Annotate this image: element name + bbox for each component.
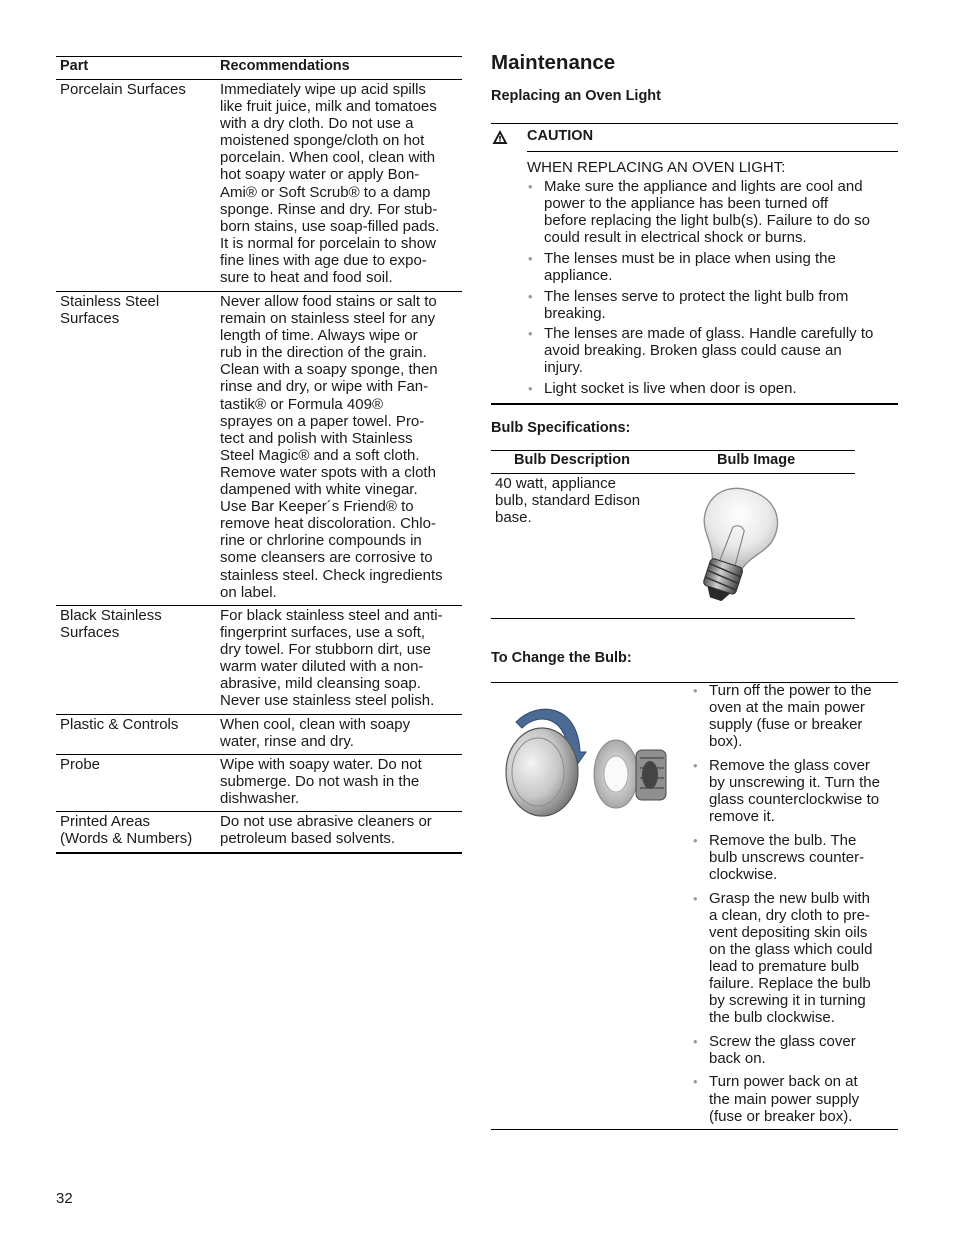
recommendation-line: Remove water spots with a cloth <box>220 463 436 481</box>
recommendation-line: rine or chrlorine compounds in <box>220 532 422 550</box>
recommendation-line: length of time. Always wipe or <box>220 327 418 345</box>
table-row <box>56 292 462 606</box>
recommendation-line: petroleum based solvents. <box>220 830 396 848</box>
change-step <box>692 1033 906 1067</box>
recommendation-line: sure to heat and food soil. <box>220 269 393 287</box>
change-step-line: the main power supply <box>709 1090 860 1108</box>
header-bulb-description: Bulb Description <box>514 452 631 468</box>
change-step-line: by unscrewing it. Turn the <box>709 773 880 791</box>
recommendation-cell <box>220 716 460 750</box>
change-step-line: vent depositing skin oils <box>709 923 868 941</box>
recommendation-line: sprayes on a paper towel. Pro- <box>220 412 425 430</box>
caution-item-line: power to the appliance has been turned off <box>544 195 829 213</box>
light-bulb-image <box>681 482 785 610</box>
recommendation-line: some cleansers are corrosive to <box>220 549 433 567</box>
part-line: Plastic & Controls <box>60 716 179 733</box>
recommendation-line: Clean with a soapy sponge, then <box>220 361 438 379</box>
warning-triangle-icon <box>492 129 508 145</box>
bulb-description-line: 40 watt, appliance <box>495 475 616 492</box>
change-step <box>692 682 906 750</box>
caution-intro: WHEN REPLACING AN OVEN LIGHT: <box>527 159 786 176</box>
header-recommendations: Recommendations <box>220 58 350 74</box>
bulb-table-row <box>491 474 855 619</box>
recommendation-line: remain on stainless steel for any <box>220 310 436 328</box>
recommendation-line: remove heat discoloration. Chlo- <box>220 515 436 533</box>
change-step-line: • Turn power back on at <box>709 1073 858 1091</box>
caution-bottom-rule <box>491 403 898 405</box>
recommendation-line: abrasive, mild cleansing soap. <box>220 675 421 693</box>
change-step-line: bulb unscrews counter- <box>709 848 865 866</box>
recommendation-cell <box>220 293 460 601</box>
cleaning-table-header <box>56 56 462 80</box>
recommendation-line: fingerprint surfaces, use a soft, <box>220 624 426 642</box>
caution-item <box>527 178 902 246</box>
part-line: Surfaces <box>60 624 120 642</box>
caution-label: CAUTION <box>527 128 594 144</box>
part-cell <box>60 716 216 733</box>
table-row <box>56 755 462 812</box>
change-step <box>692 1073 906 1124</box>
change-step-line: oven at the main power <box>709 699 865 717</box>
recommendation-line: submerge. Do not wash in the <box>220 773 420 791</box>
caution-item-line: • The lenses serve to protect the light bulb from <box>544 287 849 305</box>
change-step-line: • Grasp the new bulb with <box>709 889 870 907</box>
cleaning-table-body <box>56 80 462 854</box>
change-step <box>692 890 906 1027</box>
table-row <box>56 80 462 292</box>
recommendation-line: Immediately wipe up acid spills <box>220 81 426 98</box>
header-bulb-image: Bulb Image <box>717 452 796 468</box>
recommendation-line: rub in the direction of the grain. <box>220 344 427 362</box>
caution-item <box>527 380 902 397</box>
recommendation-line: Do not use abrasive cleaners or <box>220 813 432 830</box>
recommendation-line: When cool, clean with soapy <box>220 716 411 733</box>
recommendation-line: with a dry cloth. Do not use a <box>220 115 414 133</box>
part-line: (Words & Numbers) <box>60 830 193 848</box>
recommendation-line: stainless steel. Check ingredients <box>220 566 443 584</box>
change-step-line: • Screw the glass cover <box>709 1032 856 1050</box>
caution-list <box>527 178 902 401</box>
change-step-line: on the glass which could <box>709 940 873 958</box>
change-step <box>692 832 906 883</box>
recommendation-line: It is normal for porcelain to show <box>220 234 436 252</box>
part-line: Probe <box>60 756 101 773</box>
part-line: Printed Areas <box>60 813 151 830</box>
change-step-line: the bulb clockwise. <box>709 1009 835 1027</box>
change-step-line: lead to premature bulb <box>709 957 860 975</box>
part-line: Porcelain Surfaces <box>60 81 186 98</box>
glass-cover-removal-image <box>498 698 680 838</box>
page-number: 32 <box>56 1190 73 1207</box>
caution-item-line: • Light socket is live when door is open. <box>544 380 797 398</box>
caution-item-line: • The lenses must be in place when using the <box>544 249 836 267</box>
change-bulb-title: To Change the Bulb: <box>491 650 632 666</box>
change-step-line: remove it. <box>709 808 775 826</box>
recommendation-line: dampened with white vinegar. <box>220 481 418 499</box>
change-step-line: by screwing it in turning <box>709 992 866 1010</box>
part-cell <box>60 756 216 773</box>
recommendation-line: dry towel. For stubborn dirt, use <box>220 641 431 659</box>
recommendation-line: Never allow food stains or salt to <box>220 293 437 310</box>
change-step-line: back on. <box>709 1049 766 1067</box>
caution-item-line: before replacing the light bulb(s). Failure to do so <box>544 212 871 230</box>
recommendation-line: Never use stainless steel polish. <box>220 692 435 710</box>
cleaning-table <box>56 56 462 854</box>
recommendation-line: born stains, use soap-filled pads. <box>220 217 440 235</box>
part-cell <box>60 813 216 847</box>
part-cell <box>60 293 216 327</box>
caution-item-line: avoid breaking. Broken glass could cause an <box>544 342 842 360</box>
caution-item-line: breaking. <box>544 304 606 322</box>
change-step-line: • Remove the glass cover <box>709 756 870 774</box>
recommendation-line: dishwasher. <box>220 790 300 808</box>
recommendation-line: tastik® or Formula 409® <box>220 395 383 413</box>
bulb-description <box>495 475 670 526</box>
recommendation-line: moistened sponge/cloth on hot <box>220 132 425 150</box>
caution-item <box>527 325 902 376</box>
change-step-line: clockwise. <box>709 865 778 883</box>
caution-item-line: • The lenses are made of glass. Handle carefully to <box>544 325 874 343</box>
caution-item-line: appliance. <box>544 266 613 284</box>
change-bulb-bottom-rule <box>491 1129 898 1130</box>
recommendation-line: Steel Magic® and a soft cloth. <box>220 446 420 464</box>
recommendation-line: on label. <box>220 583 277 601</box>
caution-label-rule <box>527 151 898 152</box>
change-step-line: a clean, dry cloth to pre- <box>709 906 870 924</box>
recommendation-cell <box>220 607 460 710</box>
part-line: Surfaces <box>60 310 120 328</box>
bulb-table-header <box>491 450 855 474</box>
recommendation-line: Ami® or Soft Scrub® to a damp <box>220 183 431 201</box>
change-step-line: box). <box>709 733 743 751</box>
recommendation-line: For black stainless steel and anti- <box>220 607 443 624</box>
recommendation-line: like fruit juice, milk and tomatoes <box>220 98 437 116</box>
caution-item-line: injury. <box>544 359 583 377</box>
replacing-light-subtitle: Replacing an Oven Light <box>491 88 661 104</box>
bulb-spec-title: Bulb Specifications: <box>491 420 631 436</box>
table-row <box>56 812 462 854</box>
bulb-description-line: base. <box>495 509 532 527</box>
caution-item-line: • Make sure the appliance and lights are cool and <box>544 178 863 195</box>
caution-item-line: could result in electrical shock or burns. <box>544 229 807 247</box>
header-part: Part <box>60 58 89 74</box>
recommendation-line: Use Bar Keeper´s Friend® to <box>220 498 414 516</box>
recommendation-cell <box>220 813 460 847</box>
recommendation-line: warm water diluted with a non- <box>220 658 424 676</box>
change-step-line: supply (fuse or breaker <box>709 716 863 734</box>
part-cell <box>60 81 216 98</box>
change-step-line: failure. Replace the bulb <box>709 975 871 992</box>
bulb-spec-table <box>491 450 855 619</box>
caution-top-rule <box>491 123 898 124</box>
recommendation-cell <box>220 756 460 807</box>
table-row <box>56 606 462 715</box>
recommendation-line: tect and polish with Stainless <box>220 429 413 447</box>
recommendation-line: sponge. Rinse and dry. For stub- <box>220 200 438 218</box>
recommendation-line: fine lines with age due to expo- <box>220 251 427 269</box>
caution-item <box>527 288 902 322</box>
recommendation-line: water, rinse and dry. <box>220 733 354 751</box>
recommendation-cell <box>220 81 460 286</box>
change-step-line: glass counterclockwise to <box>709 791 880 809</box>
recommendation-line: porcelain. When cool, clean with <box>220 149 436 167</box>
bulb-description-line: bulb, standard Edison <box>495 492 641 510</box>
part-line: Stainless Steel <box>60 293 160 310</box>
change-step-line: • Turn off the power to the <box>709 682 872 699</box>
change-bulb-steps <box>692 682 906 1131</box>
part-cell <box>60 607 216 641</box>
recommendation-line: rinse and dry, or wipe with Fan- <box>220 378 429 396</box>
recommendation-line: hot soapy water or apply Bon- <box>220 166 420 184</box>
table-row <box>56 715 462 755</box>
change-step-line: • Remove the bulb. The <box>709 831 857 849</box>
caution-item <box>527 250 902 284</box>
maintenance-title: Maintenance <box>491 51 616 74</box>
change-step <box>692 757 906 825</box>
change-step-line: (fuse or breaker box). <box>709 1107 853 1125</box>
recommendation-line: Wipe with soapy water. Do not <box>220 756 422 773</box>
part-line: Black Stainless <box>60 607 162 624</box>
